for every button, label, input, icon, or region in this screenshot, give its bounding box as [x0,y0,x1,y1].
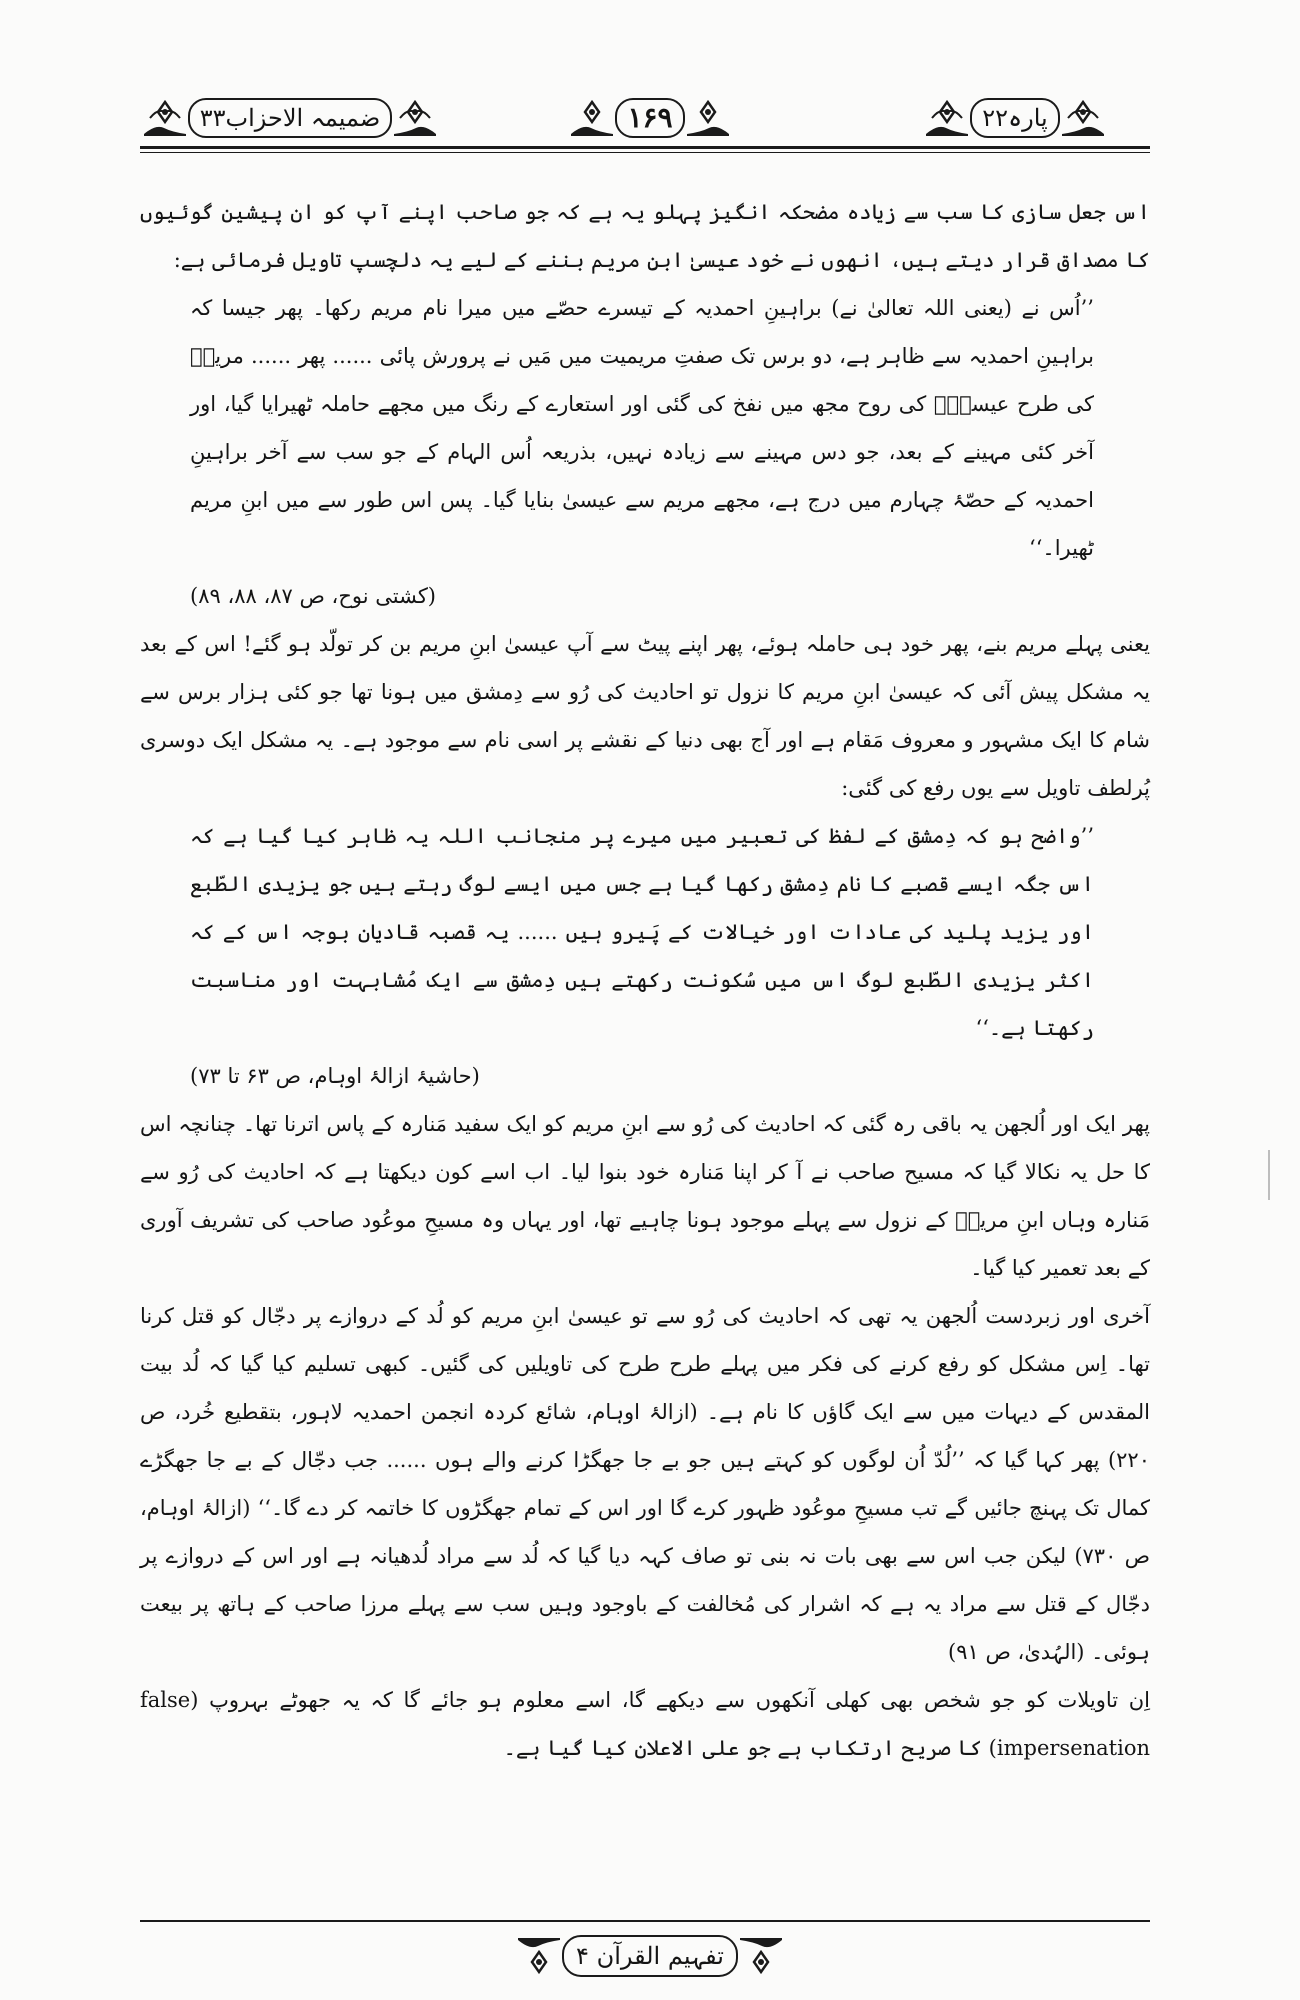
paragraph: اِن تاویلات کو جو شخص بھی کھلی آنکھوں سے دیکھے گا، اسے معلوم ہو جائے گا کہ یہ جھوٹے بہروپ (false impersenation) کا صریح ارتکاب ہے جو علی الاعلان کیا گیا ہے۔ [140,1688,1150,1760]
header-rule [140,146,1150,149]
surah-label: ضمیمہ الاحزاب۳۳ [188,98,393,138]
page-number: ۱۶۹ [615,98,684,138]
paragraph: اس جعل سازی کا سب سے زیادہ مضحکہ انگیز پہلو یہ ہے کہ جو صاحب اپنے آپ کو ان پیشین گوئیوں کا مصداق قرار دیتے ہیں، انھوں نے خود عیسیٰ ابنِ مریم بننے کے لیے یہ دلچسپ تاویل فرمائی ہے: [140,200,1150,272]
floral-ornament-icon [685,98,731,138]
quote-block [190,812,1094,1100]
para-cartouche [880,92,1150,144]
page-header [140,92,1150,154]
quote-text: ’’واضح ہو کہ دِمشق کے لفظ کی تعبیر میں میرے پر منجانب اللہ یہ ظاہر کیا گیا ہے کہ اس جگہ ایسے قصبے کا نام دِمشق رکھا گیا ہے جس میں ایسے لوگ رہتے ہیں جو یزیدی الطّبع اور یزید پلید کی عادات اور خیالات کے پَیرو ہیں ...... یہ قصبہ قادیان بوجہ اس کے کہ اکثر یزیدی الطّبع لوگ اس میں سُکونت رکھتے ہیں دِمشق سے ایک مُشابہت اور مناسبت رکھتا ہے۔‘‘ [190,824,1094,1040]
header-rule-thin [140,152,1150,153]
paragraph: آخری اور زبردست اُلجھن یہ تھی کہ احادیث کی رُو سے تو عیسیٰ ابنِ مریم کو لُد کے دروازے پر دجّال کو قتل کرنا تھا۔ اِس مشکل کو رفع کرنے کی فکر میں پہلے طرح طرح کی تاویلیں کی گئیں۔ کبھی تسلیم کیا گیا کہ لُد بیت المقدس کے دیہات میں سے ایک گاؤں کا نام ہے۔ (ازالۂ اوہام، شائع کردہ انجمن احمدیہ لاہور، بتقطیع خُرد، ص ۲۲۰) پھر کہا گیا کہ ’’لُدّ اُن لوگوں کو کہتے ہیں جو بے جا جھگڑا کرنے والے ہوں ...... جب دجّال کے بے جا جھگڑے کمال تک پہنچ جائیں گے تب مسیحِ موعُود ظہور کرے گا اور اس کے تمام جھگڑوں کا خاتمہ کر دے گا۔‘‘ (ازالۂ اوہام، ص ۷۳۰) لیکن جب اس سے بھی بات نہ بنی تو صاف کہہ دیا گیا کہ لُد سے مراد لُدھیانہ ہے اور اس کے دروازے پر دجّال کے قتل سے مراد یہ ہے کہ اشرار کی مُخالفت کے باوجود وہیں سب سے پہلے مرزا صاحب کے ہاتھ پر بیعت ہوئی۔ (الہُدیٰ، ص ۹۱) [140,1304,1150,1664]
floral-ornament-icon [569,98,615,138]
page-footer [490,1930,810,1982]
floral-ornament-icon [142,98,188,138]
page-number-cartouche [540,92,760,144]
surah-cartouche [140,92,440,144]
para-label: پارہ۲۲ [970,98,1059,138]
page-body [140,188,1150,1772]
quote-reference: (کشتی نوح، ص ۸۷، ۸۸، ۸۹) [190,584,437,608]
scan-edge-mark [1268,1150,1270,1200]
quote-block [190,284,1094,620]
floral-ornament-icon [516,1936,562,1976]
paragraph: پھر ایک اور اُلجھن یہ باقی رہ گئی کہ احادیث کی رُو سے ابنِ مریم کو ایک سفید مَنارہ کے پاس اترنا تھا۔ چنانچہ اس کا حل یہ نکالا گیا کہ مسیح صاحب نے آ کر اپنا مَنارہ خود بنوا لیا۔ اب اسے کون دیکھتا ہے کہ احادیث کی رُو سے مَنارہ وہاں ابنِ مریمؑ کے نزول سے پہلے موجود ہونا چاہیے تھا، اور یہاں وہ مسیحِ موعُود صاحب کی تشریف آوری کے بعد تعمیر کیا گیا۔ [140,1112,1150,1280]
floral-ornament-icon [924,98,970,138]
footer-rule [140,1920,1150,1922]
paragraph: یعنی پہلے مریم بنے، پھر خود ہی حاملہ ہوئے، پھر اپنے پیٹ سے آپ عیسیٰ ابنِ مریم بن کر تولّد ہو گئے! اس کے بعد یہ مشکل پیش آئی کہ عیسیٰ ابنِ مریم کا نزول تو احادیث کی رُو سے دِمشق میں ہونا تھا جو کئی ہزار برس سے شام کا ایک مشہور و معروف مَقام ہے اور آج بھی دنیا کے نقشے پر اسی نام سے موجود ہے۔ یہ مشکل ایک دوسری پُرلطف تاویل سے یوں رفع کی گئی: [140,632,1150,800]
quote-text: ’’اُس نے (یعنی اللہ تعالیٰ نے) براہینِ احمدیہ کے تیسرے حصّے میں میرا نام مریم رکھا۔ پھر جیسا کہ براہینِ احمدیہ سے ظاہر ہے، دو برس تک صفتِ مریمیت میں مَیں نے پرورش پائی ...... پھر ...... مریمؑ کی طرح عیسیٰؑ کی روح مجھ میں نفخ کی گئی اور استعارے کے رنگ میں مجھے حاملہ ٹھیرایا گیا، اور آخر کئی مہینے کے بعد، جو دس مہینے سے زیادہ نہیں، بذریعہ اُس الہام کے جو سب سے آخر براہینِ احمدیہ کے حصّۂ چہارم میں درج ہے، مجھے مریم سے عیسیٰ بنایا گیا۔ پس اس طور سے میں ابنِ مریم ٹھیرا۔‘‘ [190,296,1094,560]
floral-ornament-icon [1060,98,1106,138]
floral-ornament-icon [392,98,438,138]
quote-reference: (حاشیۂ ازالۂ اوہام، ص ۶۳ تا ۷۳) [190,1064,480,1088]
floral-ornament-icon [738,1936,784,1976]
book-title: تفہیم القرآن ۴ [562,1935,738,1977]
